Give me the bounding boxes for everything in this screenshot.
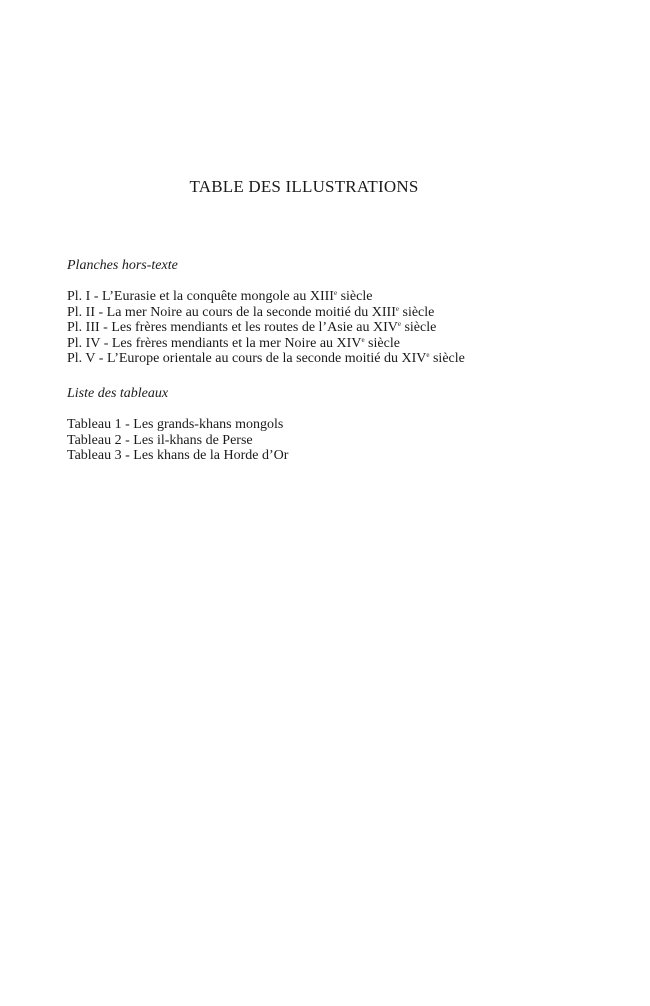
plate-entry-suffix: siècle: [337, 289, 373, 304]
superscript: e: [395, 304, 399, 313]
plate-entry-4: [67, 336, 610, 352]
plate-entry-text: Pl. II - La mer Noire au cours de la seconde moitié du XIII: [67, 304, 396, 320]
plate-entry-1: [67, 289, 610, 305]
plate-entry-text: Pl. V - L’Europe orientale au cours de la seconde moitié du XIV: [67, 351, 427, 366]
plate-entry-3: [67, 320, 610, 336]
plates-heading: Planches hors-texte: [67, 258, 178, 273]
plate-entry-text: Pl. I - L’Eurasie et la conquête mongole au XIII: [67, 289, 334, 304]
plate-entry-suffix: siècle: [400, 320, 437, 335]
superscript: e: [397, 320, 401, 328]
superscript: e: [361, 335, 365, 344]
plate-entry-suffix: siècle: [399, 304, 435, 320]
tables-heading: Liste des tableaux: [67, 386, 169, 401]
plates-list: [67, 289, 610, 367]
superscript: e: [333, 289, 338, 297]
plate-entry-5: [67, 351, 610, 367]
tables-list: [67, 417, 610, 464]
page-title: TABLE DES ILLUSTRATIONS: [189, 177, 419, 196]
plate-entry-text: Pl. IV - Les frères mendiants et la mer Noire au XIV: [67, 335, 362, 351]
plate-entry-text: Pl. III - Les frères mendiants et les routes de l’Asie au XIV: [67, 320, 398, 335]
tables-section: [67, 386, 610, 464]
plate-entry-suffix: siècle: [364, 335, 400, 351]
superscript: e: [426, 351, 430, 359]
table-entry-2: Tableau 2 - Les il-khans de Perse: [67, 432, 253, 448]
plate-entry-2: [67, 305, 610, 321]
table-entry-3: Tableau 3 - Les khans de la Horde d’Or: [67, 448, 289, 463]
plates-section: [67, 258, 610, 367]
table-entry-1: Tableau 1 - Les grands-khans mongols: [67, 417, 284, 432]
plate-entry-suffix: siècle: [429, 351, 465, 366]
